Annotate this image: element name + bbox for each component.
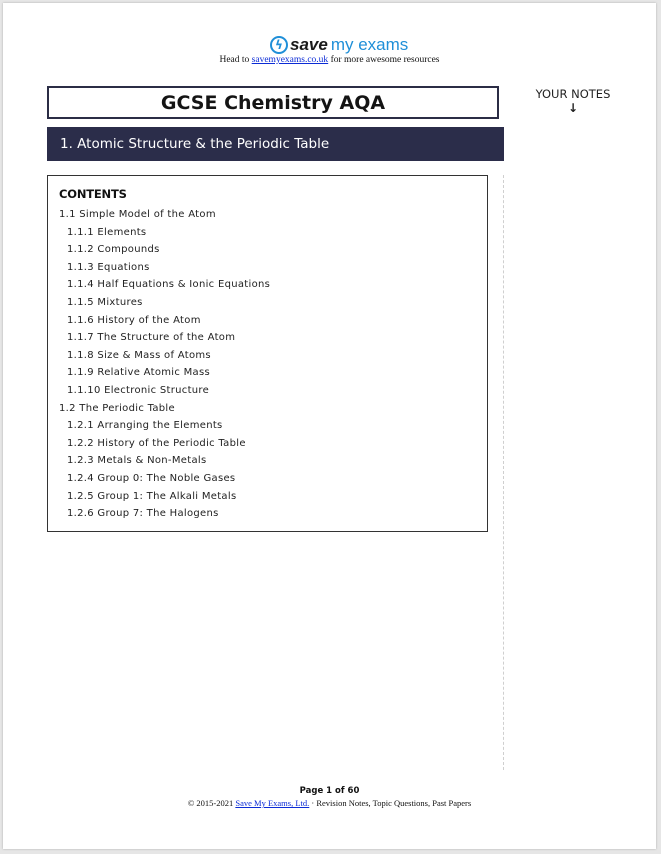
contents-item[interactable]: 1.1.4 Half Equations & Ionic Equations bbox=[67, 279, 271, 291]
contents-item[interactable]: 1.1.10 Electronic Structure bbox=[67, 384, 210, 396]
contents-item[interactable]: 1.1.3 Equations bbox=[67, 261, 150, 273]
contents-heading: CONTENTS bbox=[59, 187, 127, 201]
notes-divider bbox=[503, 175, 504, 770]
document-page bbox=[3, 3, 656, 849]
copyright-suffix: · Revision Notes, Topic Questions, Past Papers bbox=[309, 798, 472, 808]
page-number: Page 1 of 60 bbox=[299, 786, 360, 796]
contents-item[interactable]: 1.2.5 Group 1: The Alkali Metals bbox=[67, 490, 237, 502]
contents-item[interactable]: 1.1.2 Compounds bbox=[67, 244, 160, 256]
contents-item[interactable]: 1.1.8 Size & Mass of Atoms bbox=[67, 349, 211, 361]
contents-item[interactable]: 1.1.7 The Structure of the Atom bbox=[67, 332, 236, 344]
lightning-bolt-icon: ϟ bbox=[270, 36, 288, 54]
contents-item[interactable]: 1.1.9 Relative Atomic Mass bbox=[67, 367, 211, 379]
contents-item[interactable]: 1.2 The Periodic Table bbox=[59, 402, 175, 414]
copyright-link[interactable]: Save My Exams, Ltd. bbox=[235, 798, 310, 808]
contents-item[interactable]: 1.1.5 Mixtures bbox=[67, 296, 143, 308]
contents-item[interactable]: 1.2.6 Group 7: The Halogens bbox=[67, 508, 219, 520]
arrow-down-icon: ↓ bbox=[567, 101, 579, 115]
contents-item[interactable]: 1.1.1 Elements bbox=[67, 226, 147, 238]
contents-item[interactable]: 1.1.6 History of the Atom bbox=[67, 314, 201, 326]
contents-item[interactable]: 1.2.3 Metals & Non-Metals bbox=[67, 455, 207, 467]
your-notes-text: YOUR NOTES bbox=[535, 87, 611, 101]
document-title: GCSE Chemistry AQA bbox=[47, 86, 499, 119]
contents-box bbox=[47, 175, 488, 532]
contents-list bbox=[59, 206, 270, 523]
savemyexams-logo[interactable] bbox=[270, 34, 408, 56]
tagline-link[interactable]: savemyexams.co.uk bbox=[251, 55, 329, 65]
contents-item[interactable]: 1.2.1 Arranging the Elements bbox=[67, 420, 223, 432]
section-heading: 1. Atomic Structure & the Periodic Table bbox=[47, 127, 504, 161]
contents-item[interactable]: 1.1 Simple Model of the Atom bbox=[59, 209, 216, 220]
logo-text-save: save bbox=[290, 35, 328, 54]
tagline-suffix: for more awesome resources bbox=[328, 55, 440, 65]
copyright-prefix: © 2015-2021 bbox=[187, 798, 236, 808]
contents-item[interactable]: 1.2.2 History of the Periodic Table bbox=[67, 437, 246, 449]
footer-copyright bbox=[3, 798, 656, 808]
header-tagline bbox=[3, 55, 656, 65]
logo-text-myexams: my exams bbox=[330, 35, 409, 54]
tagline-prefix: Head to bbox=[219, 55, 252, 65]
your-notes-label bbox=[533, 87, 613, 115]
contents-item[interactable]: 1.2.4 Group 0: The Noble Gases bbox=[67, 472, 236, 484]
